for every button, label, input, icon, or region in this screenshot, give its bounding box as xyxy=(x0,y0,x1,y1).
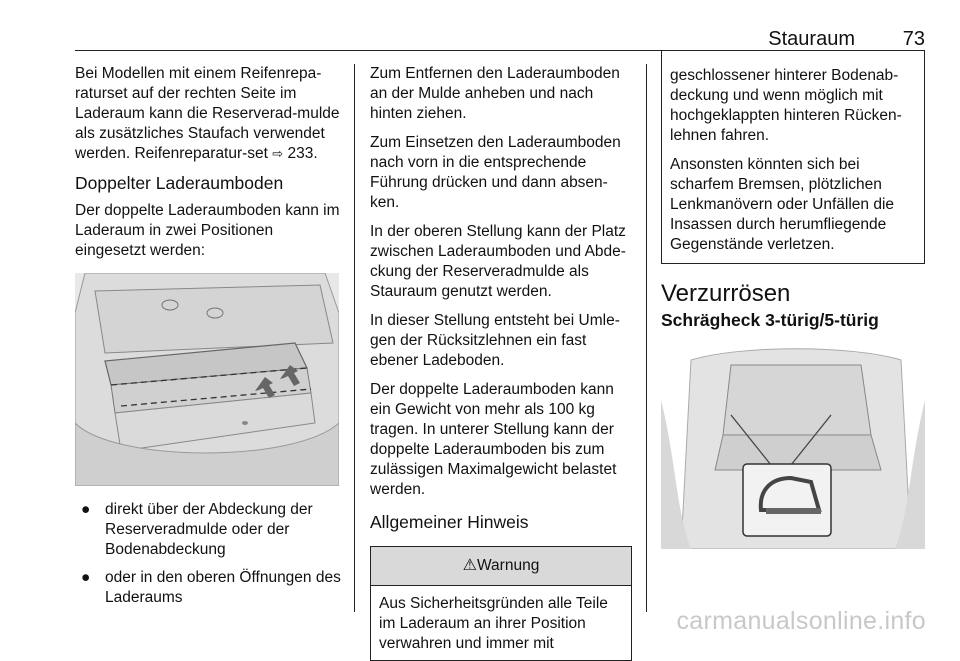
warning-title: Warnung xyxy=(477,557,540,574)
tie-down-illustration-svg xyxy=(661,340,925,549)
arrow-reference-icon: ⇨ xyxy=(272,146,284,161)
intro-text: Bei Modellen mit einem Reifenrepa-raturset auf der rechten Seite im Laderaum kann die Reserverad-mulde als zusätzliches Staufach verwendet werden. Reifenreparatur-set xyxy=(75,65,340,162)
trunk-double-floor-illustration xyxy=(75,273,339,486)
page-number: 73 xyxy=(902,28,925,50)
tie-down-eyes-illustration xyxy=(661,340,925,549)
intro-paragraph xyxy=(75,64,341,164)
column-3 xyxy=(661,50,925,549)
column-divider-2 xyxy=(646,64,647,612)
bullet-dot-icon: ● xyxy=(81,501,91,518)
warning-box xyxy=(370,546,632,661)
list-item xyxy=(75,568,341,608)
warning-body: Aus Sicherheitsgründen alle Teile im Laderaum an ihrer Position verwahren und immer mit xyxy=(379,595,608,652)
page-header xyxy=(75,24,925,52)
paragraph-upper-position: In der oberen Stellung kann der Platz zwischen Laderaumboden und Abde-ckung der Reserveradmulde als Stauraum genutzt werden. xyxy=(370,223,626,300)
subsection-title-schraegheck: Schrägheck 3-türig/5-türig xyxy=(661,310,879,330)
warning-triangle-icon: ⚠ xyxy=(462,557,477,574)
position-list xyxy=(75,500,341,608)
watermark: carmanualsonline.info xyxy=(676,607,926,635)
paragraph-weight: Der doppelte Laderaumboden kann ein Gewicht von mehr als 100 kg tragen. In unterer Stellung kann der doppelte Laderaumboden bis zum zulässigen Maximalgewicht belastet werden. xyxy=(370,381,617,498)
heading-allgemeiner-hinweis: Allgemeiner Hinweis xyxy=(370,512,529,532)
warning-header xyxy=(371,547,631,586)
list-item-text: oder in den oberen Öffnungen des Laderaums xyxy=(105,569,341,606)
intro-page-ref: 233. xyxy=(283,145,318,162)
column-divider-1 xyxy=(354,64,355,612)
section-title-verzurroesen: Verzurrösen xyxy=(661,280,791,307)
trunk-illustration-svg xyxy=(75,273,339,486)
column-2 xyxy=(370,64,632,661)
list-item xyxy=(75,500,341,560)
list-item-text: direkt über der Abdeckung der Reserveradmulde oder der Bodenabdeckung xyxy=(105,501,313,558)
bullet-dot-icon: ● xyxy=(81,569,91,586)
paragraph-positions: Der doppelte Laderaumboden kann im Laderaum in zwei Positionen eingesetzt werden: xyxy=(75,202,340,259)
paragraph-flat-floor: In dieser Stellung entsteht bei Umle-gen der Rücksitzlehnen ein fast ebener Ladeboden. xyxy=(370,312,620,369)
warning-box-continued xyxy=(661,50,925,264)
warning-consequence-text: Ansonsten könnten sich bei scharfem Bremsen, plötzlichen Lenkmanövern oder Unfällen die Insassen durch herumfliegende Gegenstände verletzen. xyxy=(670,156,895,253)
heading-doppelter-laderaumboden: Doppelter Laderaumboden xyxy=(75,173,284,193)
warning-continued-text: geschlossener hinterer Bodenab-deckung und wenn möglich mit hochgeklappten hinteren Rücken-lehnen fahren. xyxy=(670,67,902,144)
paragraph-insert: Zum Einsetzen den Laderaumboden nach vorn in die entsprechende Führung drücken und dann absen-ken. xyxy=(370,134,621,211)
column-1 xyxy=(75,64,341,616)
paragraph-remove: Zum Entfernen den Laderaumboden an der Mulde anheben und nach hinten ziehen. xyxy=(370,65,620,122)
page-title: Stauraum xyxy=(768,28,855,50)
